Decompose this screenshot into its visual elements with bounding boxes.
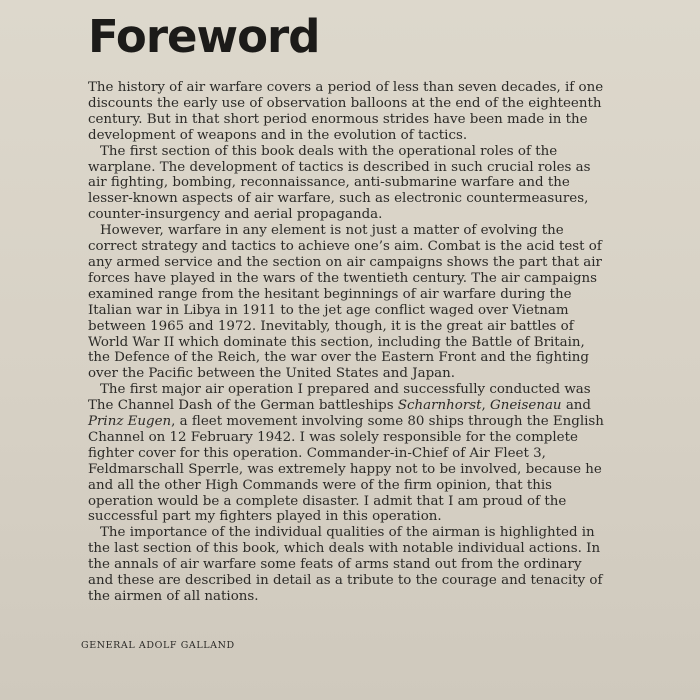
ship-name-prinz-eugen: Prinz Eugen — [88, 414, 172, 430]
ship-name-scharnhorst: Scharnhorst — [397, 398, 482, 414]
foreword-body — [88, 80, 608, 605]
author-signature: GENERAL ADOLF GALLAND — [81, 640, 235, 651]
page-title: Foreword — [88, 10, 320, 63]
ship-separator: and — [561, 398, 591, 414]
paragraph-3: However, warfare in any element is not just a matter of evolving the correct strategy and tactics to achieve one’s aim. Combat is the acid test of any armed service and the section on air campaigns shows the part that air forces have played in the wars of the twentieth century. The air campaigns examined range from the hesitant beginnings of air warfare during the Italian war in Libya in 1911 to the jet age conflict waged over Vietnam between 1965 and 1972. Inevitably, though, it is the great air battles of World War II which dominate this section, including the Battle of Britain, the Defence of the Reich, the war over the Eastern Front and the fighting over the Pacific between the United States and Japan. — [88, 223, 602, 382]
ship-separator: , — [481, 398, 490, 414]
paragraph-4-text-before: The first major air operation I prepared and successfully conducted was The Channel Dash of the German battleships — [88, 382, 591, 414]
paragraph-5: The importance of the individual qualities of the airman is highlighted in the last section of this book, which deals with notable individual actions. In the annals of air warfare some feats of arms stand out from the ordinary and these are described in detail as a tribute to the courage and tenacity of the airmen of all nations. — [88, 525, 603, 604]
paragraph-1: The history of air warfare covers a period of less than seven decades, if one discounts the early use of observation balloons at the end of the eighteenth century. But in that short period enormous strides have been made in the development of weapons and in the evolution of tactics. — [88, 80, 604, 143]
paragraph-2: The first section of this book deals with the operational roles of the warplane. The development of tactics is described in such crucial roles as air fighting, bombing, reconnaissance, anti-submarine warfare and the lesser-known aspects of air warfare, such as electronic countermeasures, counter-insurgency and aerial propaganda. — [88, 143, 591, 223]
paragraph-4 — [88, 382, 608, 525]
ship-name-gneisenau: Gneisenau — [490, 398, 562, 414]
paragraph-4-text-after: , a fleet movement involving some 80 ships through the English Channel on 12 February 1942. I was solely responsible for the complete fighter cover for this operation. Commander-in-Chief of Air Fleet 3, Feldmarschall Sperrle, was extremely happy not to be involved, because he and all the other High Commands were of the firm opinion, that this operation would be a complete disaster. I admit that I am proud of the successful part my fighters played in this operation. — [88, 414, 604, 525]
